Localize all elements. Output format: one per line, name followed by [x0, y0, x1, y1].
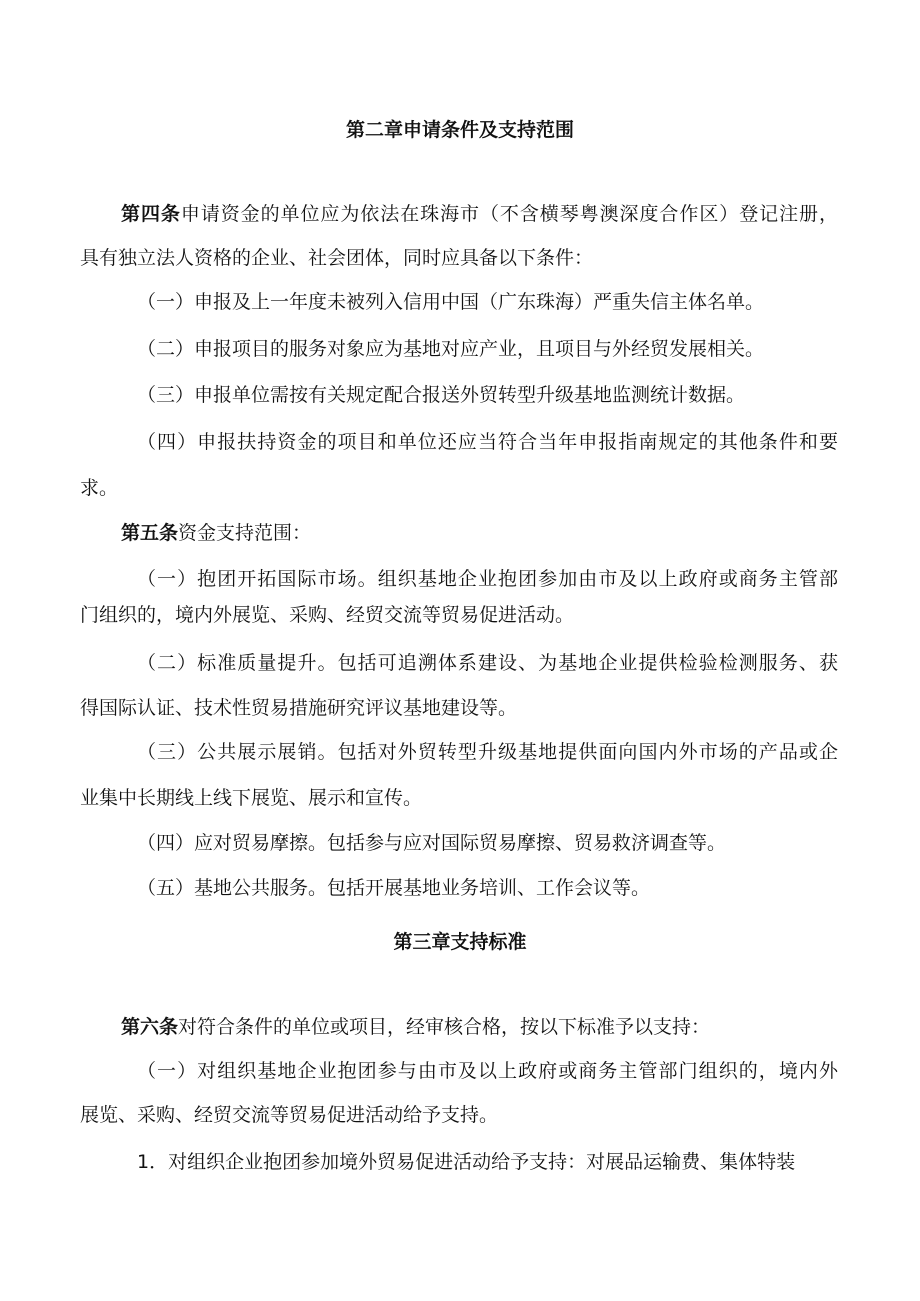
article-4-item-2: （二）申报项目的服务对象应为基地对应产业，且项目与外经贸发展相关。 [137, 338, 765, 360]
article-6-item-1: （一）对组织基地企业抱团参与由市及以上政府或商务主管部门组织的，境内外 [137, 1060, 838, 1082]
article-4-line-2: 具有独立法人资格的企业、社会团体，同时应具备以下条件： [80, 247, 594, 269]
article-5-item-3: （三）公共展示展销。包括对外贸转型升级基地提供面向国内外市场的产品或企 [137, 741, 838, 763]
article-6-label: 第六条 [121, 1016, 179, 1038]
chapter-2-title: 第二章申请条件及支持范围 [345, 119, 574, 141]
article-5-item-4: （四）应对贸易摩擦。包括参与应对国际贸易摩擦、贸易救济调查等。 [137, 832, 727, 854]
article-6-sub-1: 1．对组织企业抱团参加境外贸易促进活动给予支持：对展品运输费、集体特装 [137, 1151, 796, 1173]
article-5-item-1-cont: 门组织的，境内外展览、采购、经贸交流等贸易促进活动。 [80, 604, 575, 626]
article-4-item-1: （一）申报及上一年度未被列入信用中国（广东珠海）严重失信主体名单。 [137, 291, 765, 313]
article-6-text: 对符合条件的单位或项目，经审核合格，按以下标准予以支持： [178, 1016, 711, 1038]
article-4-item-3: （三）申报单位需按有关规定配合报送外贸转型升级基地监测统计数据。 [137, 384, 746, 406]
article-5-line [121, 521, 838, 545]
chapter-3-title: 第三章支持标准 [393, 931, 527, 953]
article-5-text: 资金支持范围： [178, 522, 312, 544]
article-4-text-1: 申请资金的单位应为依法在珠海市（不含横琴粤澳深度合作区）登记注册， [180, 203, 838, 225]
article-5-item-2: （二）标准质量提升。包括可追溯体系建设、为基地企业提供检验检测服务、获 [137, 652, 838, 674]
article-4-item-4-cont: 求。 [80, 477, 119, 499]
article-5-item-1: （一）抱团开拓国际市场。组织基地企业抱团参加由市及以上政府或商务主管部 [137, 568, 838, 590]
article-5-item-5: （五）基地公共服务。包括开展基地业务培训、工作会议等。 [137, 877, 651, 899]
article-5-label: 第五条 [121, 522, 179, 544]
article-5-item-3-cont: 业集中长期线上线下展览、展示和宣传。 [80, 787, 423, 809]
article-4-line-1 [121, 202, 838, 226]
article-4-item-4: （四）申报扶持资金的项目和单位还应当符合当年申报指南规定的其他条件和要 [137, 431, 838, 453]
article-4-label: 第四条 [121, 203, 181, 225]
article-6-line [121, 1015, 838, 1039]
article-6-item-1-cont: 展览、采购、经贸交流等贸易促进活动给予支持。 [80, 1104, 499, 1126]
article-5-item-2-cont: 得国际认证、技术性贸易措施研究评议基地建设等。 [80, 697, 518, 719]
